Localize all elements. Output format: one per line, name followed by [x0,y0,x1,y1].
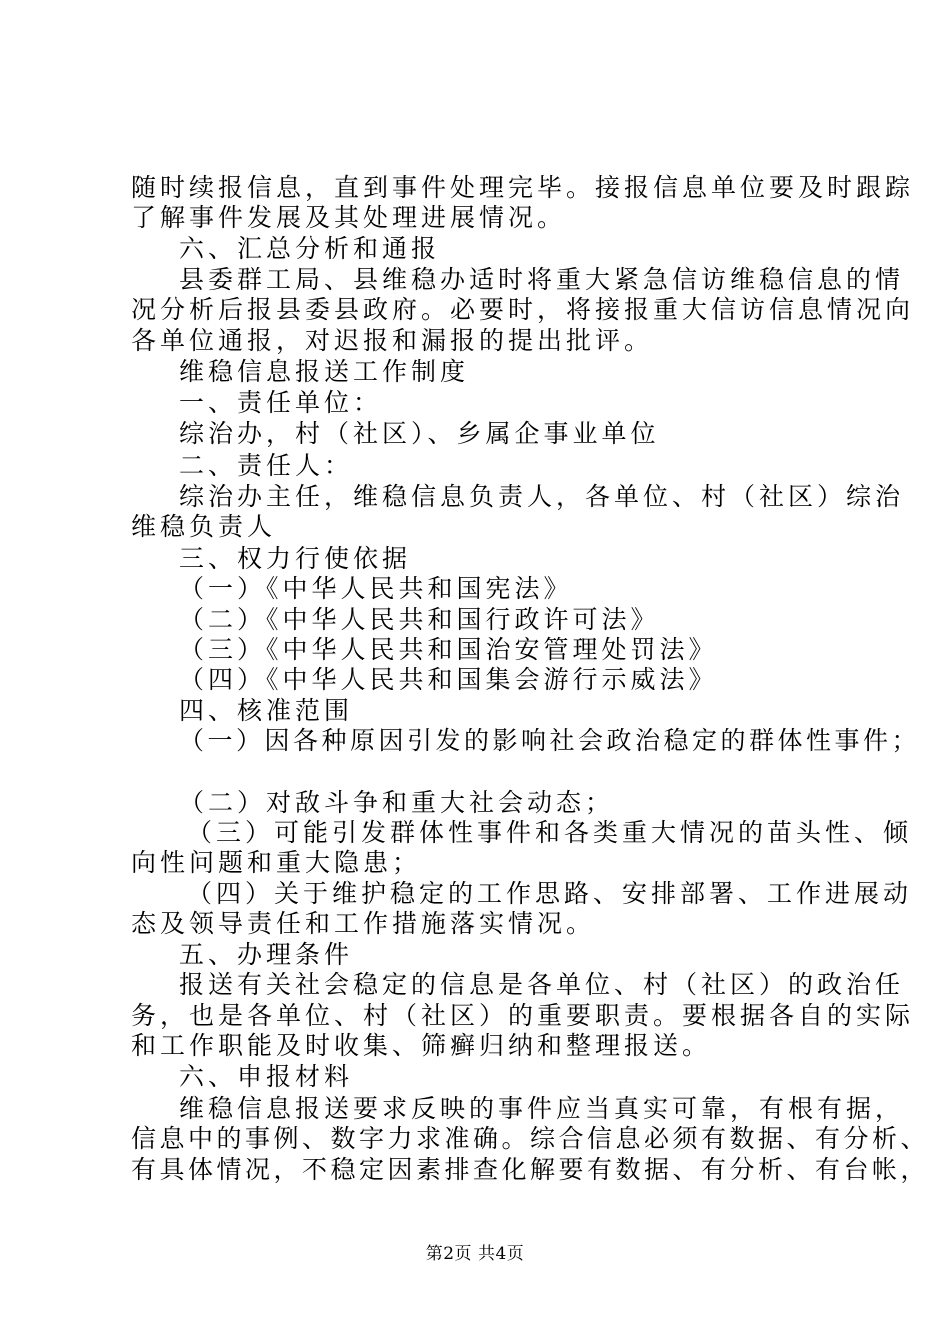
section-heading: 二、责任人： [179,451,354,480]
text-line: 报送有关社会稳定的信息是各单位、村（社区）的政治任 [179,970,905,999]
list-item: （四）关于维护稳定的工作思路、安排部署、工作进展动 [187,879,913,908]
text-line: 态及领导责任和工作措施落实情况。 [131,909,596,938]
list-item: （二）《中华人民共和国行政许可法》 [179,605,660,634]
section-heading: 四、核准范围 [179,696,354,725]
list-item: （二）对敌斗争和重大社会动态； [179,788,615,817]
section-heading: 五、办理条件 [179,940,354,969]
text-line: 了解事件发展及其处理进展情况。 [131,203,567,232]
text-line: 有具体情况，不稳定因素排查化解要有数据、有分析、有台帐， [131,1155,930,1184]
section-heading: 六、汇总分析和通报 [179,234,441,263]
text-line: 维稳负责人 [131,512,277,541]
section-heading: 一、责任单位： [179,388,383,417]
list-item: （三）《中华人民共和国治安管理处罚法》 [179,635,718,664]
text-line: 向性问题和重大隐患； [131,848,422,877]
text-line: 综治办，村（社区）、乡属企事业单位 [179,419,660,448]
list-item: （三）可能引发群体性事件和各类重大情况的苗头性、倾 [187,818,913,847]
text-line: 况分析后报县委县政府。必要时，将接报重大信访信息情况向 [131,295,915,324]
section-heading: 三、权力行使依据 [179,544,412,573]
list-item: （一）《中华人民共和国宪法》 [179,574,573,603]
text-line: 随时续报信息，直到事件处理完毕。接报信息单位要及时跟踪 [131,173,915,202]
section-heading: 六、申报材料 [179,1062,354,1091]
text-line: 信息中的事例、数字力求准确。综合信息必须有数据、有分析、 [131,1124,930,1153]
page-number-footer: 第2页 共4页 [425,1244,525,1264]
text-line: 和工作职能及时收集、筛癣归纳和整理报送。 [131,1031,712,1060]
text-line: 县委群工局、县维稳办适时将重大紧急信访维稳信息的情 [179,265,905,294]
document-title: 维稳信息报送工作制度 [179,357,470,386]
text-line: 维稳信息报送要求反映的事件应当真实可靠，有根有据， [179,1094,905,1123]
list-item: （一）因各种原因引发的影响社会政治稳定的群体性事件； [179,726,921,755]
text-line: 各单位通报，对迟报和漏报的提出批评。 [131,326,654,355]
text-line: 综治办主任，维稳信息负责人，各单位、村（社区）综治 [179,482,905,511]
list-item: （四）《中华人民共和国集会游行示威法》 [179,665,718,694]
text-line: 务，也是各单位、村（社区）的重要职责。要根据各自的实际 [131,1001,915,1030]
